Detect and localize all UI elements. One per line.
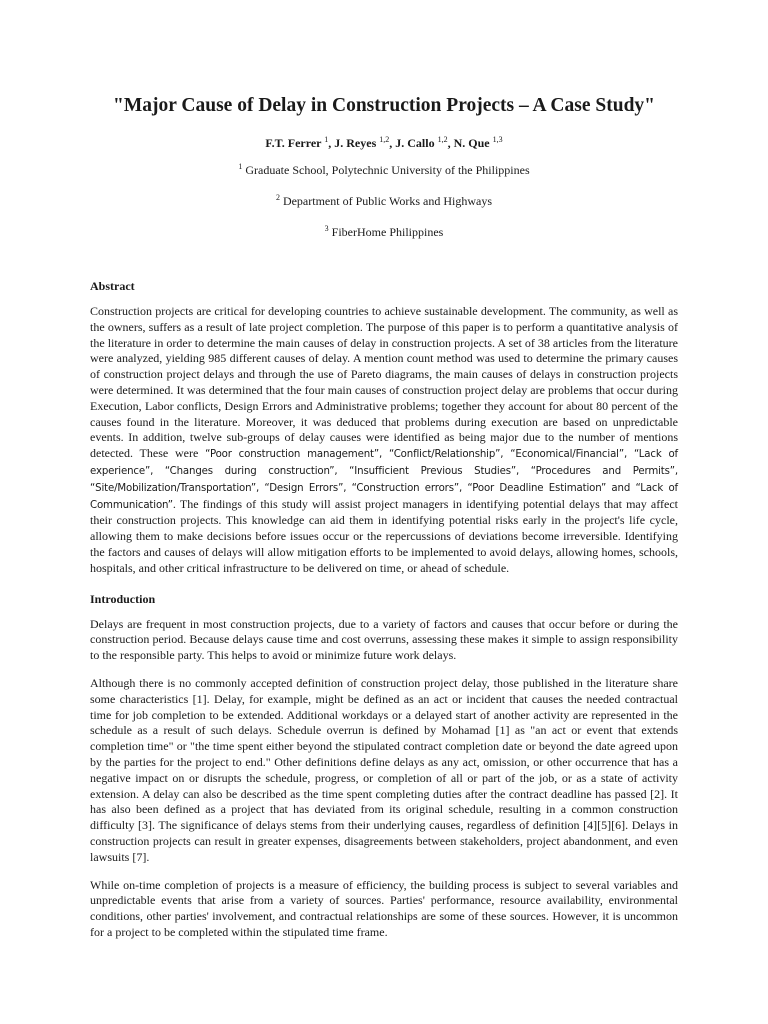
author-list: F.T. Ferrer $^1$, J. Reyes $^{1,2}$, J. Callo $^{1,2}$, N. Que $^{1,3}$: [265, 135, 503, 150]
author-affiliation-marker: 1: [324, 135, 329, 144]
affiliation-marker: 1: [238, 162, 243, 171]
affiliation: [90, 190, 678, 209]
affiliation-marker: 3: [324, 224, 329, 233]
abstract-text-before: Construction projects are critical for developing countries to achieve sustainable development. The community, as well as the owners, suffers as a result of late project completion. The purpose of this paper is to perform a quantitative analysis of the literature in order to determine the main causes of delay in construction projects. A set of 38 articles from the literature were analyzed, yielding 985 different causes of delay. A mention count method was used to determine the primary causes of construction project delays and through the use of Pareto diagrams, the main causes of delays in construction projects were determined. It was determined that the four main causes of construction project delay are problems that occur during Execution, Labor conflicts, Design Errors and Administrative problems; together they account for about 80 percent of the causes found in the literature. Moreover, it was deduced that problems during execution are based on unpredictable events. In addition, twelve sub-groups of delay causes were identified as being major due to the number of mentions detected. These were: [90, 304, 678, 461]
introduction-paragraph: While on-time completion of projects is a measure of efficiency, the building process is subject to several variables and unpredictable events that arise from a variety of sources. Parties' performance, resource availability, environmental conditions, other parties' involvement, and contractual relationships are some of these sources. However, it is uncommon for a project to be completed within the stipulated time frame.: [90, 877, 678, 939]
affiliation-text: FiberHome Philippines: [331, 225, 444, 239]
author-affiliation-marker: 1,2: [437, 135, 448, 144]
author-name: F.T. Ferrer: [265, 136, 322, 150]
introduction-paragraph: Delays are frequent in most construction projects, due to a variety of factors and causes that occur before or during the construction period. Because delays cause time and cost overruns, assessing these makes it simple to assign responsibility to the responsible party. This helps to avoid or minimize future work delays.: [90, 616, 678, 663]
affiliation-text: Graduate School, Polytechnic University of the Philippines: [245, 163, 530, 177]
paper-title: "Major Cause of Delay in Construction Projects – A Case Study": [113, 95, 655, 116]
abstract-causes-list: “Poor construction management”, “Conflict/Relationship”, “Economical/Financial”, “Lack of experience”, “Changes during construction”, “Insufficient Previous Studies”, “Procedures and Permits”, “Site/Mobilization/Transportation”, “Design Errors”, “Construction errors”, “Poor Deadline Estimation” and “Lack of Communication”: [90, 449, 678, 511]
affiliation-marker: 2: [275, 193, 280, 202]
introduction-paragraph: Although there is no commonly accepted definition of construction project delay, those published in the literature share some characteristics [1]. Delay, for example, might be defined as an act or incident that causes the needed contractual time for job completion to be extended. Additional workdays or a delayed start of another activity are represented in the schedule as a result of such delays. Schedule overrun is defined by Mohamad [1] as "an act or event that extends completion time" or "the time spent either beyond the stipulated contract completion date or beyond the date agreed upon by the parties for the project to end." Other definitions define delays as any act, omission, or other occurrence that has a negative impact on or disrupts the schedule, progress, or completion of all or part of the job, or as a state of activity extension. A delay can also be described as the time spent completing duties after the contract deadline has passed [2]. It has also been defined as a project that has deviated from its original schedule, resulting in a common construction difficulty [3]. The significance of delays stems from their underlying causes, regardless of definition [4][5][6]. Delays in construction projects can result in greater expenses, disagreements between stakeholders, project abandonment, and even lawsuits [7].: [90, 675, 678, 864]
abstract-heading: Abstract: [90, 279, 135, 293]
author-name: J. Callo: [395, 136, 435, 150]
introduction-heading: Introduction: [90, 591, 156, 606]
affiliation: [90, 221, 678, 240]
author-name: N. Que: [453, 136, 490, 150]
affiliation: [90, 159, 678, 178]
author-affiliation-marker: 1,3: [492, 135, 503, 144]
author-affiliation-marker: 1,2: [379, 135, 390, 144]
abstract-text-after: . The findings of this study will assist project managers in identifying potential delays that may affect their construction projects. This knowledge can aid them in identifying potential risks early in the project's life cycle, allowing them to make decisions before issues occur or the repercussions of deviations become irreversible. Identifying the factors and causes of delays will allow mitigation efforts to be implemented to avoid delays, allowing homes, schools, hospitals, and other critical infrastructure to be delivered on time, or ahead of schedule.: [90, 496, 678, 575]
author-name: J. Reyes: [334, 136, 377, 150]
abstract-body: [90, 304, 678, 577]
affiliation-text: Department of Public Works and Highways: [282, 194, 493, 208]
